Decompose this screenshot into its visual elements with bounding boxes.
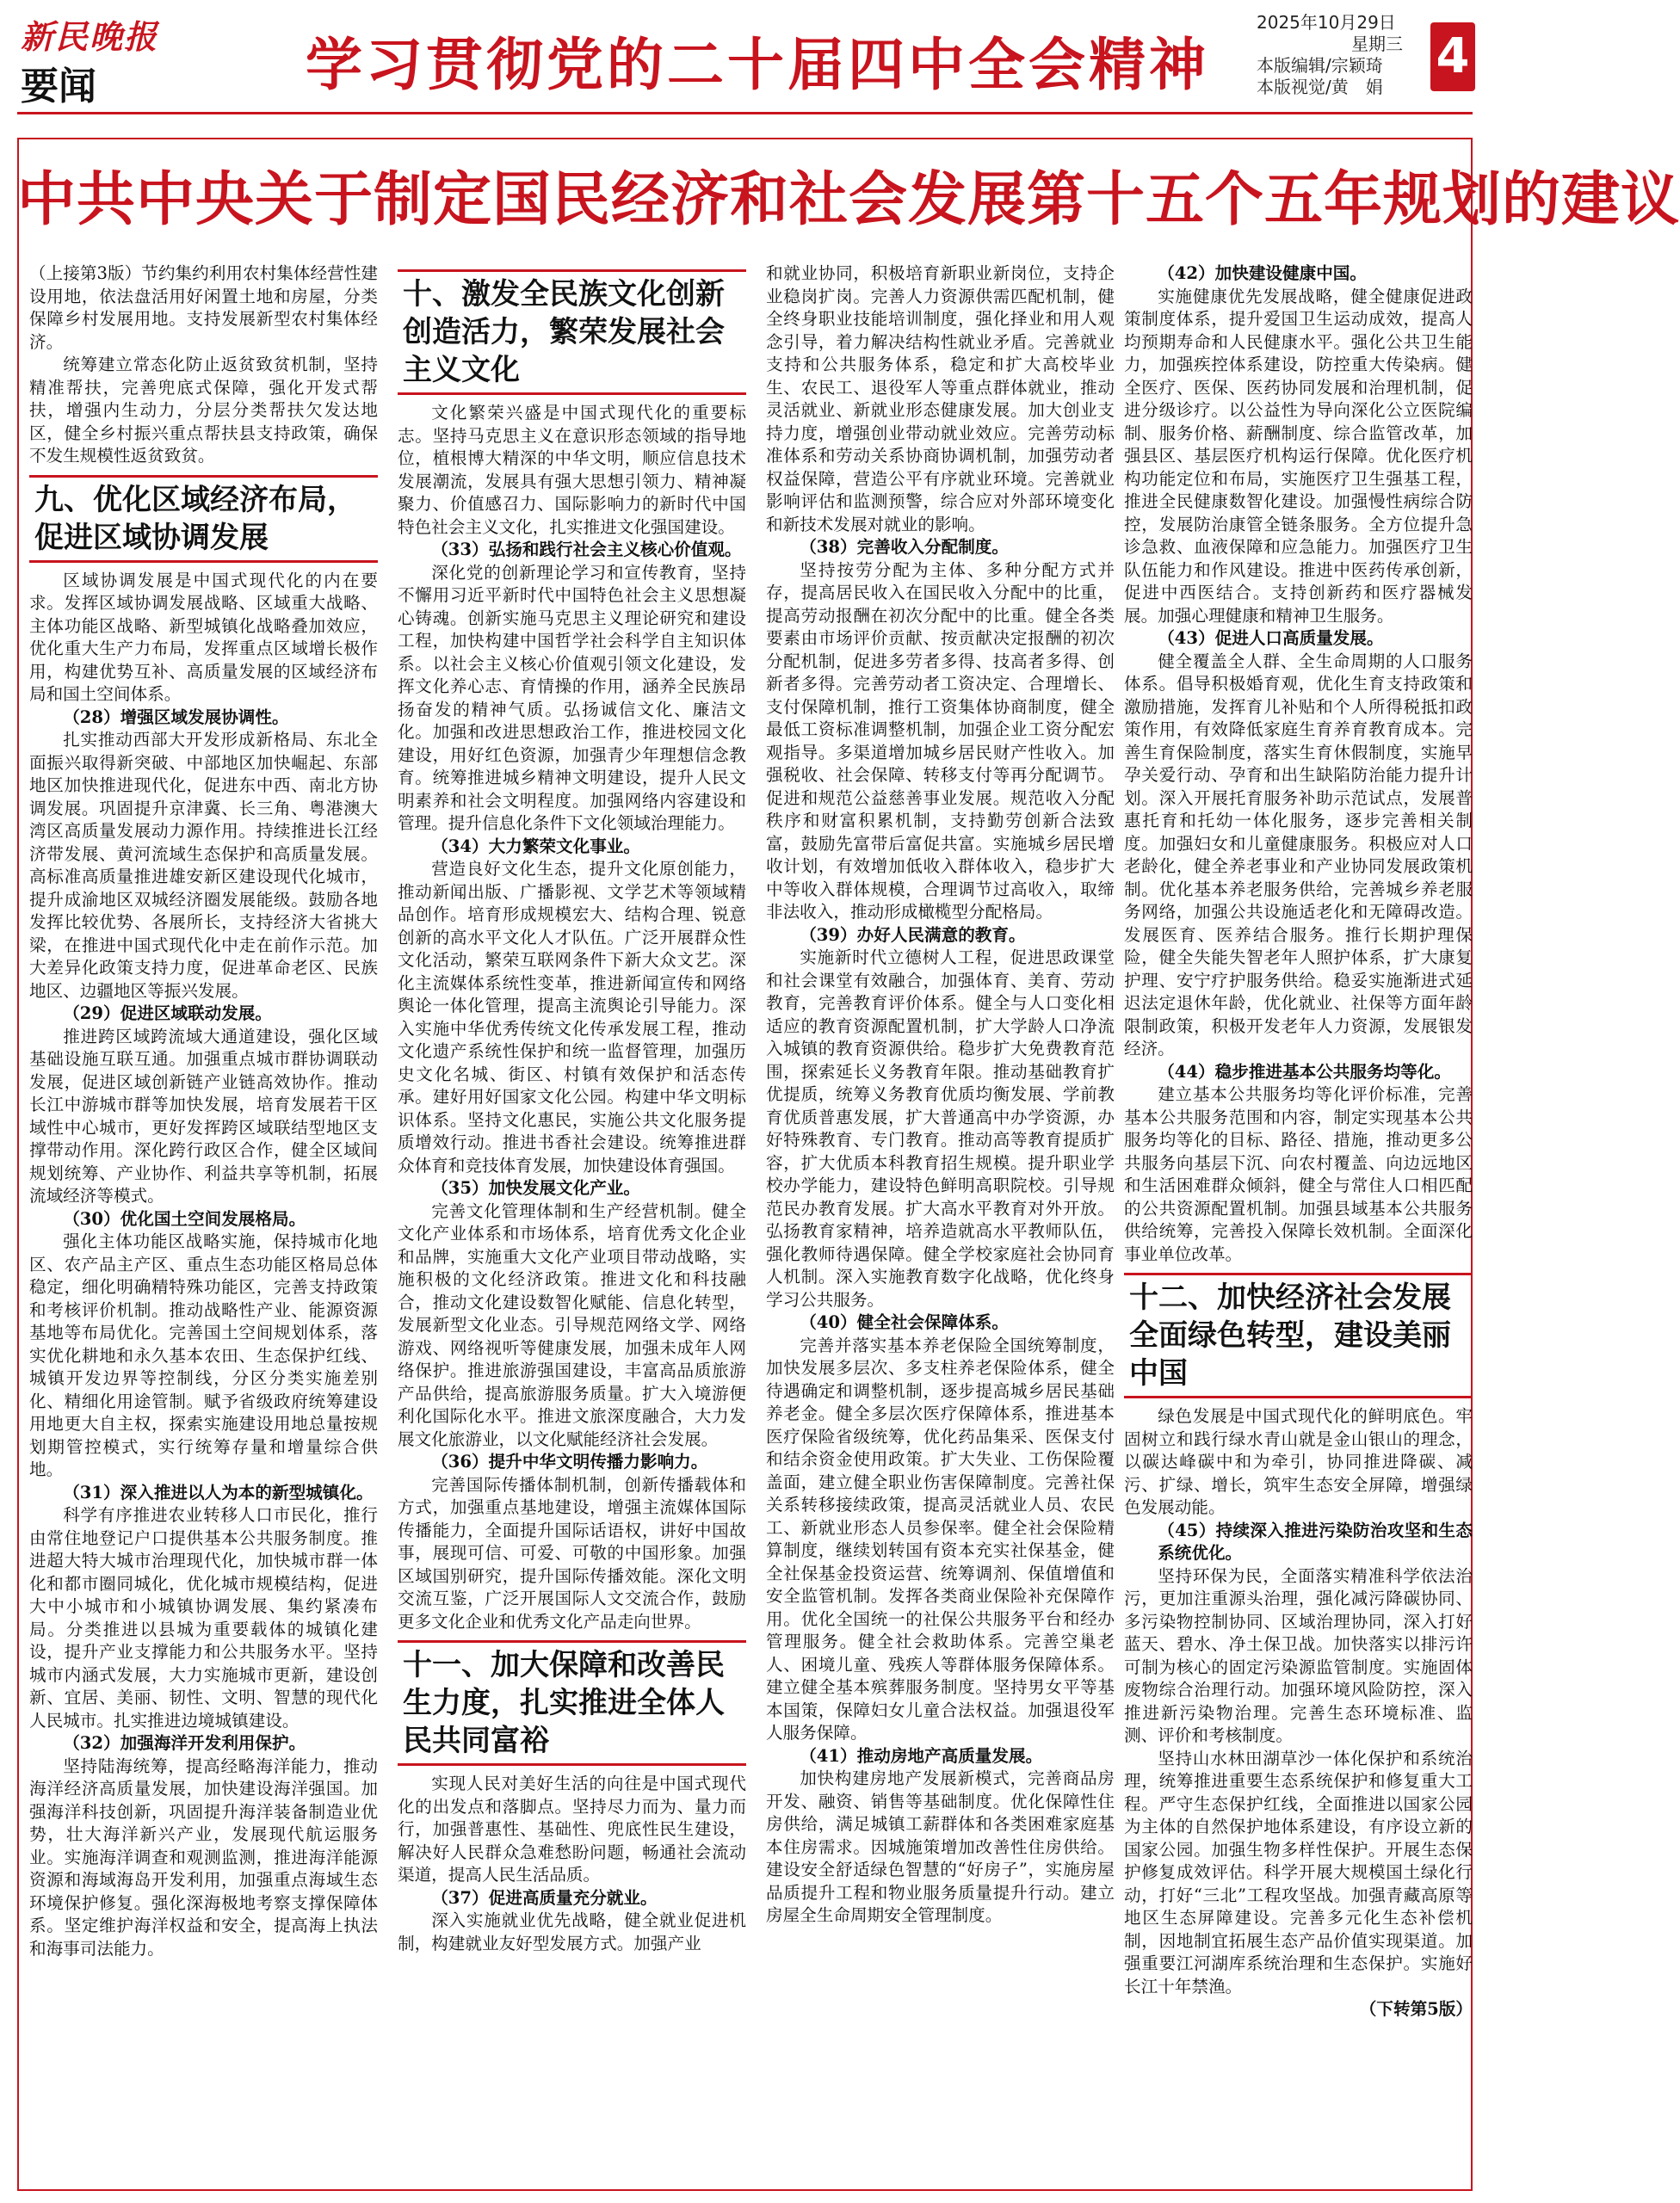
issue-date: 2025年10月29日	[1257, 12, 1396, 33]
subsection-heading: （29）促进区域联动发展。	[63, 1003, 272, 1023]
header-rule	[17, 112, 1473, 114]
subsection-heading: （35）加快发展文化产业。	[431, 1178, 640, 1198]
article-column-3	[766, 262, 1115, 2181]
paragraph: 建立基本公共服务均等化评价标准，完善基本公共服务范围和内容，制定实现基本公共服务均等化的目标、路径、措施，推动更多公共服务向基层下沉、向农村覆盖、向边远地区和生活困难群众倾斜，健全与常住人口相匹配的公共资源配置机制。加强县域基本公共服务供给统筹，完善投入保障长效机制。全面深化事业单位改革。	[1124, 1084, 1473, 1264]
paragraph: 完善文化管理体制和生产经营机制。健全文化产业体系和市场体系，培育优秀文化企业和品牌，实施重大文化产业项目带动战略，实施积极的文化经济政策。推进文化和科技融合，推动文化建设数智化赋能、信息化转型，发展新型文化业态。引导规范网络文学、网络游戏、网络视听等健康发展，加强未成年人网络保护。推进旅游强国建设，丰富高品质旅游产品供给，提高旅游服务质量。扩大入境游便利化国际化水平。推进文旅深度融合，大力发展文化旅游业，以文化赋能经济社会发展。	[398, 1200, 746, 1449]
subsection-heading: （42）加快建设健康中国。	[1158, 263, 1367, 283]
banner-title: 学习贯彻党的二十届四中全会精神	[306, 32, 1209, 98]
subsection-heading: （43）促进人口高质量发展。	[1158, 628, 1384, 648]
subsection-heading: （34）大力繁荣文化事业。	[431, 836, 640, 856]
paragraph: 坚持山水林田湖草沙一体化保护和系统治理，统筹推进重要生态系统保护和修复重大工程。严守生态保护红线，全面推进以国家公园为主体的自然保护地体系建设，有序设立新的国家公园。加强生物多样性保护。开展生态保护修复成效评估。科学开展大规模国土绿化行动，打好“三北”工程攻坚战。加强青藏高原等地区生态屏障建设。完善多元化生态补偿机制，因地制宜拓展生态产品价值实现渠道。加强重要江河湖库系统治理和生态保护。实施好长江十年禁渔。	[1124, 1748, 1473, 1996]
paragraph: 坚持环保为民，全面落实精准科学依法治污，更加注重源头治理，强化减污降碳协同、多污染物控制协同、区域治理协同，深入打好蓝天、碧水、净土保卫战。加快落实以排污许可制为核心的固定污染源监管制度。实施固体废物综合治理行动。加强环境风险防控，深入推进新污染物治理。完善生态环境标准、监测、评价和考核制度。	[1124, 1565, 1473, 1745]
paragraph: 营造良好文化生态，提升文化原创能力，推动新闻出版、广播影视、文学艺术等领域精品创作。培育形成规模宏大、结构合理、锐意创新的高水平文化人才队伍。广泛开展群众性文化活动，繁荣互联网条件下新大众文艺。深化主流媒体系统性变革，推进新闻宣传和网络舆论一体化管理，提高主流舆论引导能力。深入实施中华优秀传统文化传承发展工程，推动文化遗产系统性保护和统一监督管理，加强历史文化名城、街区、村镇有效保护和活态传承。建好用好国家文化公园。构建中华文明标识体系。坚持文化惠民，实施公共文化服务提质增效行动。推进书香社会建设。统筹推进群众体育和竞技体育发展，加快建设体育强国。	[398, 859, 746, 1176]
paragraph: 扎实推动西部大开发形成新格局、东北全面振兴取得新突破、中部地区加快崛起、东部地区加快推进现代化，促进东中西、南北方协调发展。巩固提升京津冀、长三角、粤港澳大湾区高质量发展动力源作用。持续推进长江经济带发展、黄河流域生态保护和高质量发展。高标准高质量推进雄安新区建设现代化城市，提升成渝地区双城经济圈发展能级。鼓励各地发挥比较优势、各展所长，支持经济大省挑大梁，在推进中国式现代化中走在前作示范。加大差异化政策支持力度，促进革命老区、民族地区、边疆地区等振兴发展。	[29, 730, 378, 1001]
subsection-heading: （31）深入推进以人为本的新型城镇化。	[63, 1482, 374, 1503]
subsection-heading: （40）健全社会保障体系。	[800, 1312, 1009, 1332]
section-heading: 十二、加快经济社会发展全面绿色转型，建设美丽中国	[1124, 1273, 1473, 1398]
newspaper-logo: 新民晚报	[21, 18, 159, 56]
page-number: 4	[1430, 22, 1475, 91]
section-heading: 九、优化区域经济布局，促进区域协调发展	[29, 475, 378, 563]
subsection-heading: （32）加强海洋开发利用保护。	[63, 1733, 306, 1753]
paragraph: 文化繁荣兴盛是中国式现代化的重要标志。坚持马克思主义在意识形态领域的指导地位，植根博大精深的中华文明，顺应信息技术发展潮流，发展具有强大思想引领力、精神凝聚力、价值感召力、国际影响力的新时代中国特色社会主义文化，扎实推进文化强国建设。	[398, 403, 746, 537]
paragraph: 健全覆盖全人群、全生命周期的人口服务体系。倡导积极婚育观，优化生育支持政策和激励措施，发挥育儿补贴和个人所得税抵扣政策作用，有效降低家庭生育养育教育成本。完善生育保险制度，落实生育休假制度，实施早孕关爱行动、孕育和出生缺陷防治能力提升计划。深入开展托育服务补助示范试点，发展普惠托育和托幼一体化服务，逐步完善相关制度。加强妇女和儿童健康服务。积极应对人口老龄化，健全养老事业和产业协同发展政策机制。优化基本养老服务供给，完善城乡养老服务网络，加强公共设施适老化和无障碍改造。发展医育、医养结合服务。推行长期护理保险，健全失能失智老年人照护体系，扩大康复护理、安宁疗护服务供给。稳妥实施渐进式延迟法定退休年龄，优化就业、社保等方面年龄限制政策，积极开发老年人力资源，发展银发经济。	[1124, 651, 1473, 1058]
paragraph: 深化党的创新理论学习和宣传教育，坚持不懈用习近平新时代中国特色社会主义思想凝心铸魂。创新实施马克思主义理论研究和建设工程，加快构建中国哲学社会科学自主知识体系。以社会主义核心价值观引领文化建设，发挥文化养心志、育情操的作用，涵养全民族昂扬奋发的精神气质。弘扬诚信文化、廉洁文化。加强和改进思想政治工作，推进校园文化建设，用好红色资源，加强青少年理想信念教育。统筹推进城乡精神文明建设，提升人民文明素养和社会文明程度。加强网络内容建设和管理。提升信息化条件下文化领域治理能力。	[398, 562, 746, 833]
masthead	[0, 0, 1490, 119]
editor-credit: 本版编辑/宗颖琦	[1257, 55, 1383, 76]
article-column-1	[29, 262, 378, 2181]
subsection-heading: （28）增强区域发展协调性。	[63, 707, 289, 727]
article-column-2	[398, 262, 746, 2181]
paragraph: 实施健康优先发展战略，健全健康促进政策制度体系，提升爱国卫生运动成效，提高人均预期寿命和人民健康水平。强化公共卫生能力，加强疾控体系建设，防控重大传染病。健全医疗、医保、医药协同发展和治理机制，促进分级诊疗。以公益性为导向深化公立医院编制、服务价格、薪酬制度、综合监管改革，加强县区、基层医疗机构运行保障。优化医疗机构功能定位和布局，实施医疗卫生强基工程，推进全民健康数智化建设。加强慢性病综合防控，发展防治康管全链条服务。全方位提升急诊急救、血液保障和应急能力。加强医疗卫生队伍能力和作风建设。推进中医药传承创新，促进中西医结合。支持创新药和医疗器械发展。加强心理健康和精神卫生服务。	[1124, 286, 1473, 626]
paragraph: 加快构建房地产发展新模式，完善商品房开发、融资、销售等基础制度。优化保障性住房供给，满足城镇工薪群体和各类困难家庭基本住房需求。因城施策增加改善性住房供给。建设安全舒适绿色智慧的“好房子”，实施房屋品质提升工程和物业服务质量提升行动。建立房屋全生命周期安全管理制度。	[766, 1768, 1115, 1925]
section-heading: 十一、加大保障和改善民生力度，扎实推进全体人民共同富裕	[398, 1640, 746, 1766]
paragraph: 和就业协同，积极培育新职业新岗位，支持企业稳岗扩岗。完善人力资源供需匹配机制，健全终身职业技能培训制度，强化择业和用人观念引导，着力解决结构性就业矛盾。完善就业支持和公共服务体系，稳定和扩大高校毕业生、农民工、退役军人等重点群体就业，推动灵活就业、新就业形态健康发展。加大创业支持力度，增强创业带动就业效应。完善劳动标准体系和劳动关系协商协调机制，加强劳动者权益保障，营造公平有序就业环境。完善就业影响评估和监测预警，综合应对外部环境变化和新技术发展对就业的影响。	[766, 263, 1115, 534]
paragraph: 强化主体功能区战略实施，保持城市化地区、农产品主产区、重点生态功能区格局总体稳定，细化明确精特殊功能区，完善支持政策和考核评价机制。推动战略性产业、能源资源基地等布局优化。完善国土空间规划体系，落实优化耕地和永久基本农田、生态保护红线、城镇开发边界等控制线，分区分类实施差别化、精细化用途管制。赋予省级政府统筹建设用地更大自主权，探索实施建设用地总量按规划期管控模式，实行统筹存量和增量综合供地。	[29, 1231, 378, 1479]
issue-info	[1257, 12, 1403, 98]
subsection-heading: （44）稳步推进基本公共服务均等化。	[1158, 1061, 1451, 1082]
paragraph: 坚持陆海统筹，提高经略海洋能力，推动海洋经济高质量发展，加快建设海洋强国。加强海洋科技创新，巩固提升海洋装备制造业优势，壮大海洋新兴产业，发展现代航运服务业。实施海洋调查和观测监测，推进海洋能源资源和海域海岛开发利用，加强重点海域生态环境保护修复。强化深海极地考察支撑保障体系。坚定维护海洋权益和安全，提高海上执法和海事司法能力。	[29, 1756, 378, 1959]
subsection-heading: （33）弘扬和践行社会主义核心价值观。	[431, 540, 742, 559]
paragraph: 区域协调发展是中国式现代化的内在要求。发挥区域协调发展战略、区域重大战略、主体功能区战略、新型城镇化战略叠加效应，优化重大生产力布局，发挥重点区域增长极作用，构建优势互补、高质量发展的区域经济布局和国土空间体系。	[29, 570, 378, 704]
subsection-heading: （36）提升中华文明传播力影响力。	[431, 1452, 708, 1472]
paragraph: 推进跨区域跨流域大通道建设，强化区域基础设施互联互通。加强重点城市群协调联动发展，促进区域创新链产业链高效协作。推动长江中游城市群等加快发展，培育发展若干区域性中心城市，更好发挥跨区域联结型地区支撑带动作用。深化跨行政区合作，健全区域间规划统筹、产业协作、利益共享等机制，拓展流域经济等模式。	[29, 1026, 378, 1206]
section-heading: 十、激发全民族文化创新创造活力，繁荣发展社会主义文化	[398, 269, 746, 395]
paragraph: 科学有序推进农业转移人口市民化，推行由常住地登记户口提供基本公共服务制度。推进超大特大城市治理现代化，加快城市群一体化和都市圈同城化，优化城市规模结构，促进大中小城市和小城镇协调发展、集约紧凑布局。分类推进以县城为重要载体的城镇化建设，提升产业支撑能力和公共服务水平。坚持城市内涵式发展，大力实施城市更新，建设创新、宜居、美丽、韧性、文明、智慧的现代化人民城市。扎实推进边境城镇建设。	[29, 1505, 378, 1731]
article-column-4	[1124, 262, 1473, 2181]
paragraph: 完善并落实基本养老保险全国统筹制度，加快发展多层次、多支柱养老保险体系，健全待遇确定和调整机制，逐步提高城乡居民基础养老金。健全多层次医疗保障体系，推进基本医疗保险省级统筹，优化药品集采、医保支付和结余资金使用政策。扩大失业、工伤保险覆盖面，建立健全职业伤害保障制度。完善社保关系转移接续政策，提高灵活就业人员、农民工、新就业形态人员参保率。健全社会保险精算制度，继续划转国有资本充实社保基金，健全社保基金投资运营、统筹调剂、保值增值和安全监管机制。发挥各类商业保险补充保障作用。优化全国统一的社保公共服务平台和经办管理服务。健全社会救助体系。完善空巢老人、困境儿童、残疾人等群体服务保障体系。建立健全基本殡葬服务制度。坚持男女平等基本国策，保障妇女儿童合法权益。加强退役军人服务保障。	[766, 1335, 1115, 1743]
paragraph: 完善国际传播体制机制，创新传播载体和方式，加强重点基地建设，增强主流媒体国际传播能力，全面提升国际话语权，讲好中国故事，展现可信、可爱、可敬的中国形象。加强区域国别研究，提升国际传播效能。深化文明交流互鉴，广泛开展国际人文交流合作，鼓励更多文化企业和优秀文化产品走向世界。	[398, 1474, 746, 1632]
subsection-heading: （39）办好人民满意的教育。	[800, 924, 1026, 945]
designer-credit: 本版视觉/黄 娟	[1257, 77, 1383, 97]
issue-weekday: 星期三	[1351, 34, 1403, 54]
section-label: 要闻	[21, 65, 96, 108]
continued-note: （下转第5版）	[1359, 1999, 1473, 2019]
paragraph: 绿色发展是中国式现代化的鲜明底色。牢固树立和践行绿水青山就是金山银山的理念，以碳达峰碳中和为牵引，协同推进降碳、减污、扩绿、增长，筑牢生态安全屏障，增强绿色发展动能。	[1124, 1406, 1473, 1517]
subsection-heading: （41）推动房地产高质量发展。	[800, 1745, 1043, 1766]
subsection-heading: （45）持续深入推进污染防治攻坚和生态系统优化。	[1158, 1520, 1473, 1563]
paragraph: 深入实施就业优先战略，健全就业促进机制，构建就业友好型发展方式。加强产业	[398, 1910, 746, 1953]
paragraph: 实现人民对美好生活的向往是中国式现代化的出发点和落脚点。坚持尽力而为、量力而行，加强普惠性、基础性、兜底性民生建设，解决好人民群众急难愁盼问题，畅通社会流动渠道，提高人民生活品质。	[398, 1774, 746, 1885]
subsection-heading: （30）优化国土空间发展格局。	[63, 1208, 306, 1229]
subsection-heading: （37）促进高质量充分就业。	[431, 1887, 658, 1908]
paragraph: 坚持按劳分配为主体、多种分配方式并存，提高居民收入在国民收入分配中的比重，提高劳动报酬在初次分配中的比重。健全各类要素由市场评价贡献、按贡献决定报酬的初次分配机制，促进多劳者多得、技高者多得、创新者多得。完善劳动者工资决定、合理增长、支付保障机制，推行工资集体协商制度，健全最低工资标准调整机制，加强企业工资分配宏观指导。多渠道增加城乡居民财产性收入。加强税收、社会保障、转移支付等再分配调节。促进和规范公益慈善事业发展。规范收入分配秩序和财富积累机制，支持勤劳创新合法致富，鼓励先富带后富促共富。实施城乡居民增收计划，有效增加低收入群体收入，稳步扩大中等收入群体规模，合理调节过高收入，取缔非法收入，推动形成橄榄型分配格局。	[766, 559, 1115, 922]
subsection-heading: （38）完善收入分配制度。	[800, 537, 1009, 557]
paragraph: （上接第3版）节约集约利用农村集体经营性建设用地，依法盘活用好闲置土地和房屋，分类保障乡村发展用地。支持发展新型农村集体经济。	[29, 263, 378, 352]
article-headline: 中共中央关于制定国民经济和社会发展第十五个五年规划的建议	[17, 166, 1680, 234]
paragraph: 统筹建立常态化防止返贫致贫机制，坚持精准帮扶，完善兜底式保障，强化开发式帮扶，增强内生动力，分层分类帮扶欠发达地区，健全乡村振兴重点帮扶县支持政策，确保不发生规模性返贫致贫。	[29, 355, 378, 466]
paragraph: 实施新时代立德树人工程，促进思政课堂和社会课堂有效融合，加强体育、美育、劳动教育，完善教育评价体系。健全与人口变化相适应的教育资源配置机制，扩大学龄人口净流入城镇的教育资源供给。稳步扩大免费教育范围，探索延长义务教育年限。推动基础教育扩优提质，统筹义务教育优质均衡发展、学前教育优质普惠发展，扩大普通高中办学资源，办好特殊教育、专门教育。推动高等教育提质扩容，扩大优质本科教育招生规模。提升职业学校办学能力，建设特色鲜明高职院校。引导规范民办教育发展。扩大高水平教育对外开放。弘扬教育家精神，培养造就高水平教师队伍，强化教师待遇保障。健全学校家庭社会协同育人机制。深入实施教育数字化战略，优化终身学习公共服务。	[766, 947, 1115, 1310]
